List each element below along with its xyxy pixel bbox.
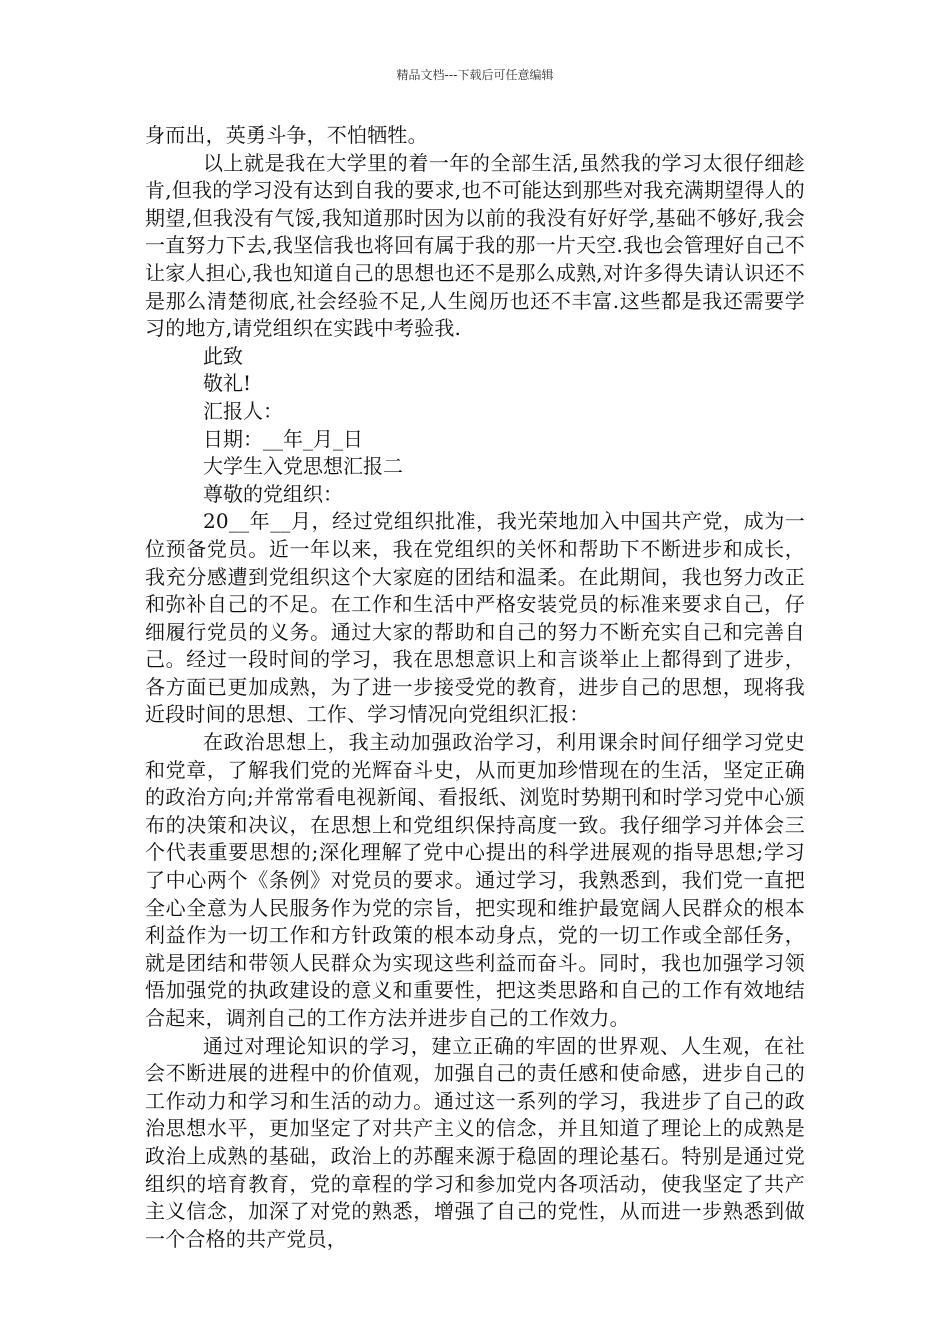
paragraph: 20__年__月，经过党组织批准，我光荣地加入中国共产党，成为一位预备党员。近一年以来，我在党组织的关怀和帮助下不断进步和成长，我充分感遭到党组织这个大家庭的团结和温柔。在此期间，我也努力改正和弥补自己的不足。在工作和生活中严格安装党员的标准来要求自己，仔细履行党员的义务。通过大家的帮助和自己的努力不断充实自己和完善自己。经过一段时间的学习，我在思想意识上和言谈举止上都得到了进步，各方面已更加成熟，为了进一步接受党的教育，进步自己的思想，现将我近段时间的思想、工作、学习情况向党组织汇报： [145,509,805,727]
page-header: 精品文档---下载后可任意编辑 [396,68,554,82]
paragraph: 在政治思想上，我主动加强政治学习，利用课余时间仔细学习党史和党章，了解我们党的光辉奋斗史，从而更加珍惜现在的生活，坚定正确的政治方向;并常常看电视新闻、看报纸、浏览时势期刊和时学习党中心颁布的决策和决议，在思想上和党组织保持高度一致。我仔细学习并体会三个代表重要思想的;深化理解了党中心提出的科学进展观的指导思想;学习了中心两个《条例》对党员的要求。通过学习，我熟悉到，我们党一直把全心全意为人民服务作为党的宗旨，把实现和维护最宽阔人民群众的根本利益作为一切工作和方针政策的根本动身点，党的一切工作或全部任务，就是团结和带领人民群众为实现这些利益而奋斗。同时，我也加强学习领悟加强党的执政建设的意义和重要性，把这类思路和自己的工作有效地结合起来，调剂自己的工作方法并进步自己的工作效力。 [145,730,805,1030]
salutation: 尊敬的党组织： [203,481,343,506]
reporter-line: 汇报人： [203,398,283,423]
date-line: 日期：__年_月_日 [203,426,363,451]
paragraph: 身而出，英勇斗争，不怕牺牲。 [145,123,428,147]
document-body [145,122,805,1253]
closing-salutation: 此致 [203,343,243,368]
closing-respect: 敬礼! [203,371,252,396]
paragraph: 以上就是我在大学里的着一年的全部生活,虽然我的学习太很仔细趁肯,但我的学习没有达到自我的要求,也不可能达到那些对我充满期望得人的期望,但我没有气馁,我知道那时因为以前的我没有好好学,基础不够好,我会一直努力下去,我坚信我也将回有属于我的那一片天空.我也会管理好自己不让家人担心,我也知道自己的思想也还不是那么成熟,对许多得失请认识还不是那么清楚彻底,社会经验不足,人生阅历也还不丰富.这些都是我还需要学习的地方,请党组织在实践中考验我. [145,150,805,341]
section-title: 大学生入党思想汇报二 [203,454,403,479]
paragraph: 通过对理论知识的学习，建立正确的牢固的世界观、人生观，在社会不断进展的进程中的价值观，加强自己的责任感和使命感，进步自己的工作动力和学习和生活的动力。通过这一系列的学习，我进步了自己的政治思想水平，更加坚定了对共产主义的信念，并且知道了理论上的成熟是政治上成熟的基础，政治上的苏醒来源于稳固的理论基石。特别是通过党组织的培育教育，党的章程的学习和参加党内各项活动，使我坚定了共产主义信念，加深了对党的熟悉，增强了自己的党性，从而进一步熟悉到做一个合格的共产党员， [145,1033,805,1251]
